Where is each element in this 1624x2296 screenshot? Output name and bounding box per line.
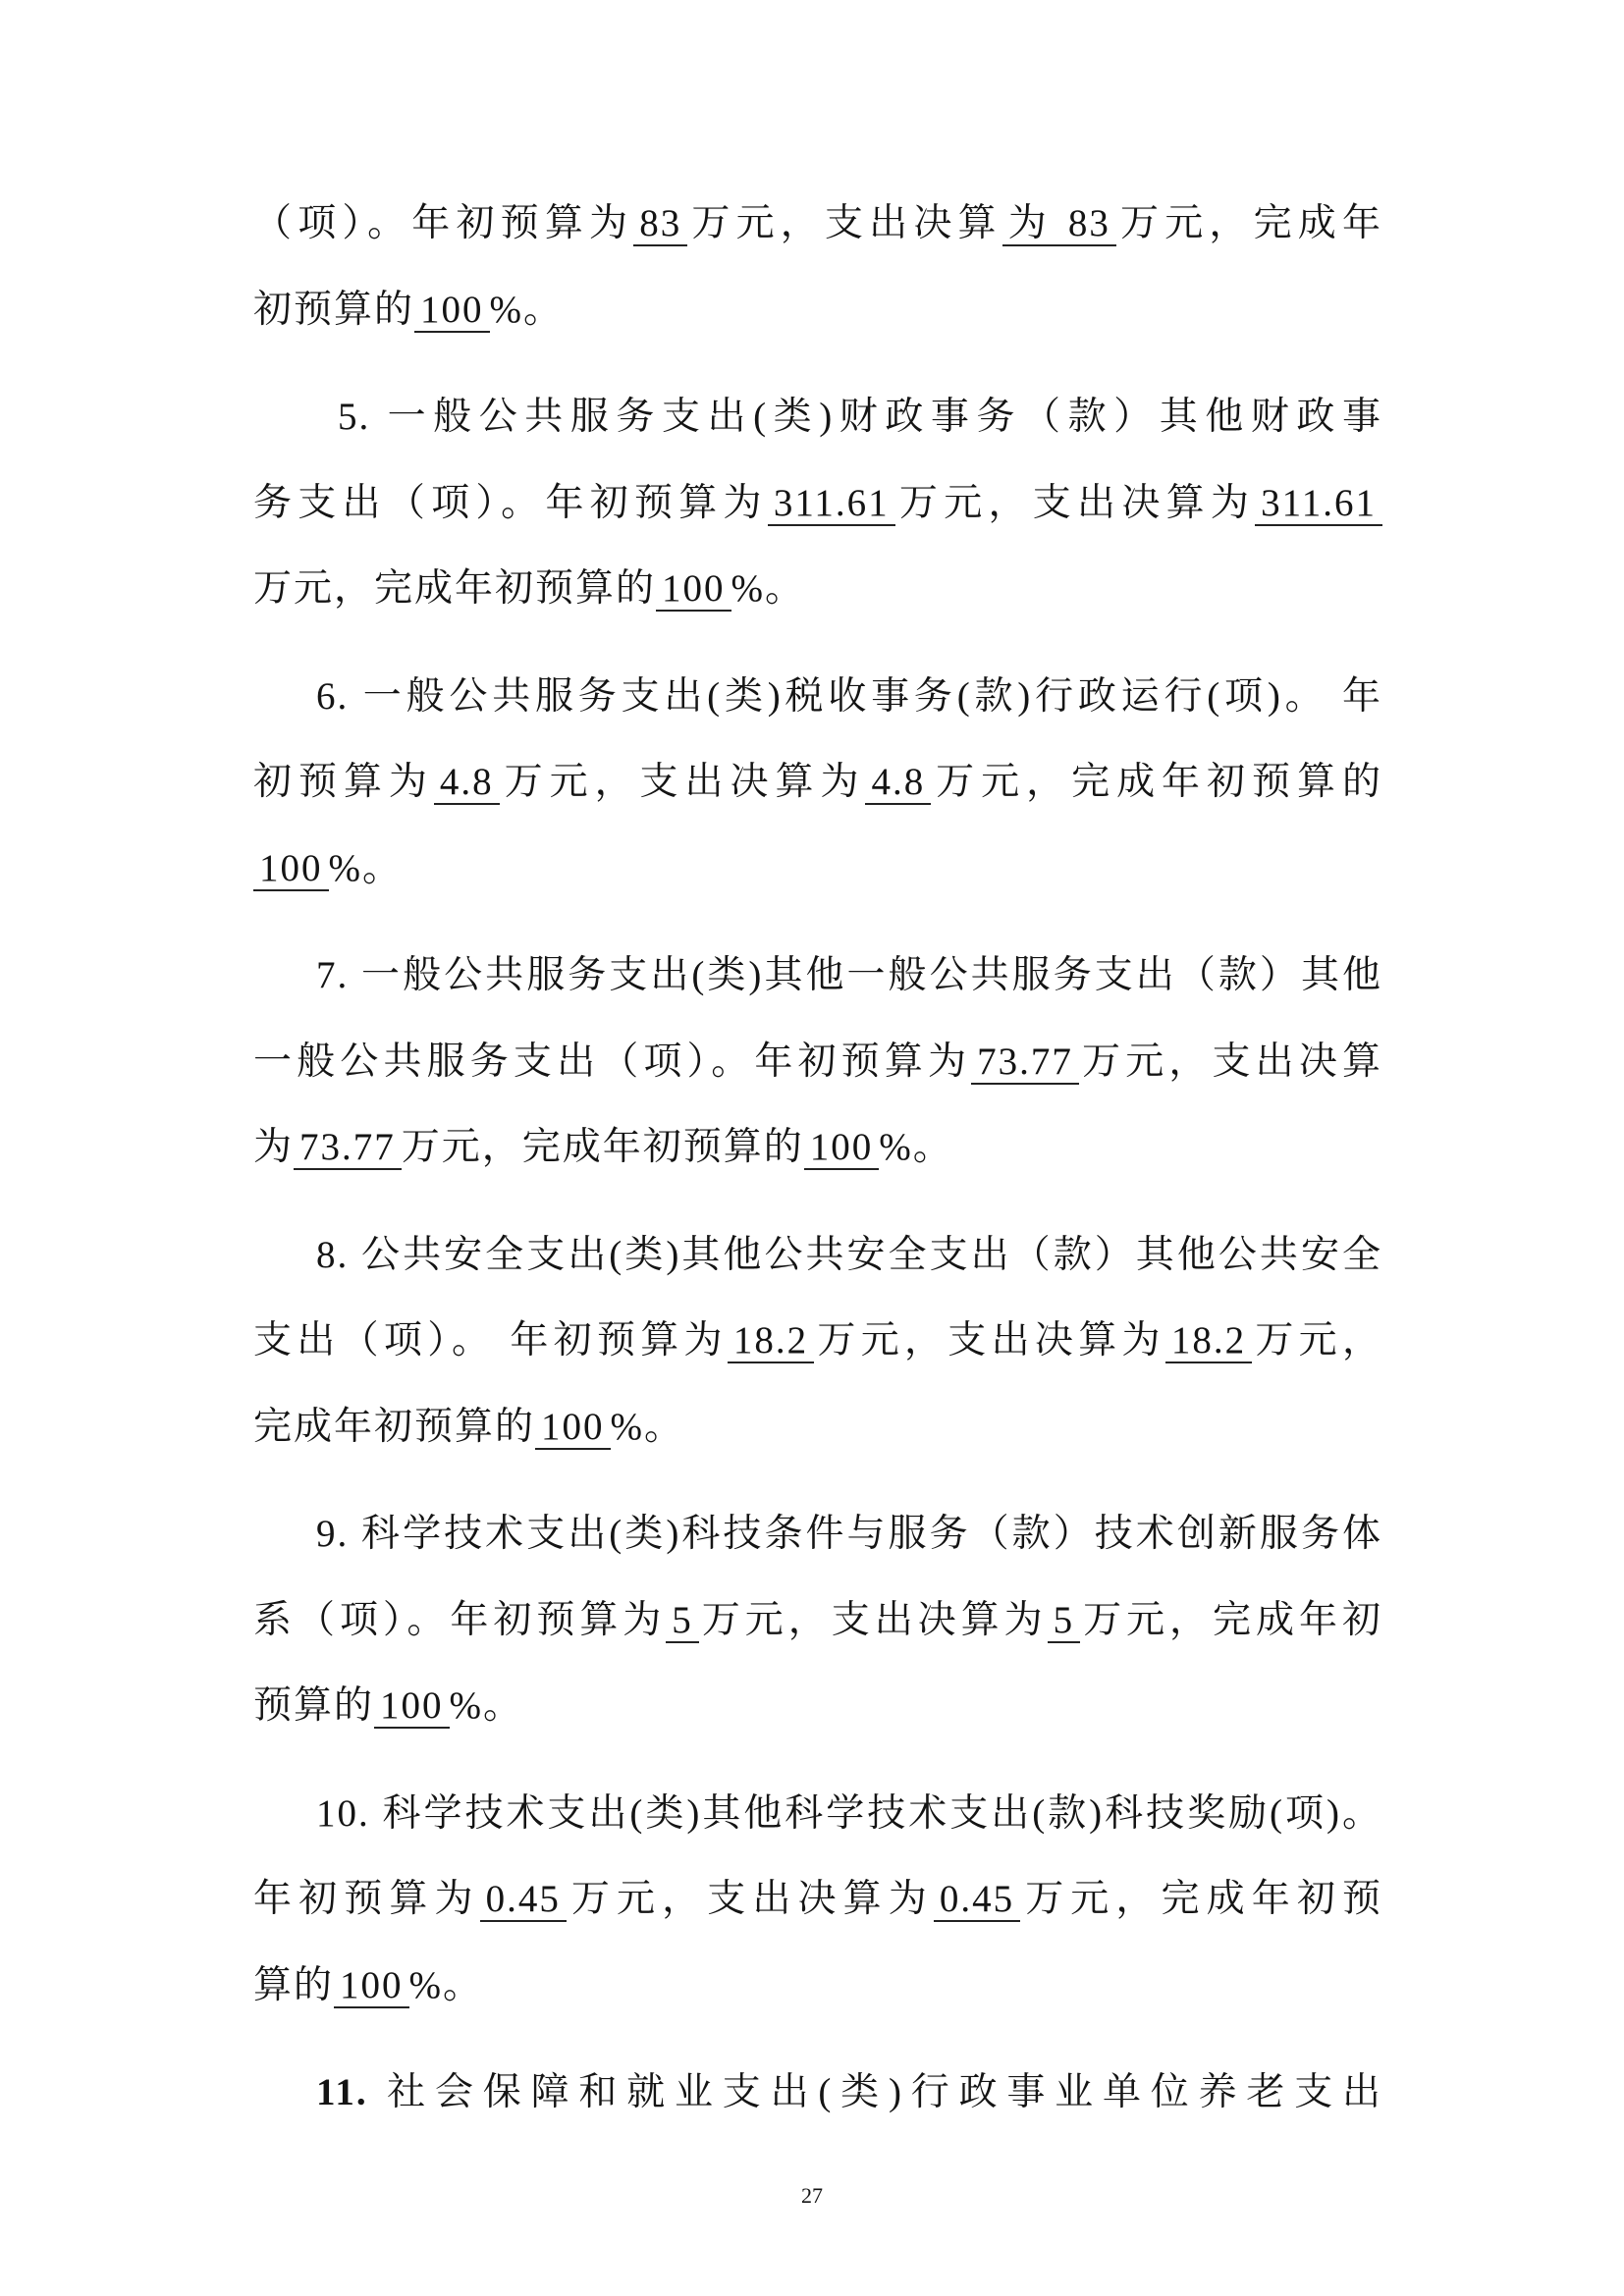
text-segment: 6. 一般公共服务支出(类)税收事务(款)行政运行(项)。 年: [316, 674, 1382, 718]
text-segment: 万元，完成年初预: [1020, 1878, 1382, 1920]
text-segment: %。: [328, 846, 403, 889]
underlined-amount: 18.2: [728, 1319, 814, 1363]
text-segment: 一般公共服务支出（项）。年初预算为: [253, 1040, 972, 1083]
underlined-amount: 73.77: [971, 1041, 1079, 1085]
underlined-amount: 为 83: [1002, 202, 1116, 246]
underlined-amount: 100: [656, 567, 731, 612]
underlined-amount: 0.45: [480, 1878, 567, 1922]
budget-item-paragraph: [253, 933, 1382, 1191]
text-line: [253, 374, 1382, 460]
text-segment: 万元，支出决算为: [894, 481, 1256, 524]
text-segment: 10. 科学技术支出(类)其他科学技术支出(款)科技奖励(项)。: [316, 1791, 1382, 1835]
text-line: [253, 654, 1382, 740]
text-segment: 社会保障和就业支出(类)行政事业单位养老支出: [367, 2071, 1382, 2113]
underlined-amount: 100: [804, 1126, 880, 1170]
underlined-amount: 73.77: [294, 1126, 402, 1170]
budget-item-paragraph: [253, 374, 1382, 632]
text-segment: %。: [610, 1405, 685, 1448]
text-segment: 万元，完成年初: [1080, 1598, 1382, 1641]
page-number: 27: [801, 2183, 823, 2208]
text-segment: 系（项）。年初预算为: [253, 1598, 667, 1641]
text-segment: 万元，支出决算: [687, 202, 1002, 244]
underlined-amount: 83: [633, 202, 687, 246]
text-segment: 7. 一般公共服务支出(类)其他一般公共服务支出（款）其他: [316, 954, 1382, 996]
text-segment: 务支出（项）。年初预算为: [253, 481, 768, 524]
underlined-amount: 100: [253, 847, 329, 891]
text-segment: 完成年初预算的: [253, 1405, 536, 1448]
text-line: [253, 460, 1382, 547]
text-line: [253, 1491, 1382, 1577]
text-segment: 9. 科学技术支出(类)科技条件与服务（款）技术创新服务体: [316, 1513, 1382, 1555]
text-line: [253, 1577, 1382, 1664]
text-segment: 万元，完成年: [1115, 202, 1382, 244]
text-segment: 预算的: [253, 1684, 375, 1727]
text-segment: %。: [731, 567, 806, 610]
text-segment: 万元，: [1252, 1319, 1382, 1362]
budget-item-paragraph: [253, 654, 1382, 912]
text-line: [253, 1856, 1382, 1943]
text-line: [253, 933, 1382, 1019]
item-number: 11.: [316, 2071, 368, 2113]
text-segment: 为: [253, 1126, 295, 1168]
underlined-amount: 100: [334, 1964, 409, 2008]
text-line: [253, 826, 1382, 912]
text-line: [253, 1019, 1382, 1105]
text-segment: 万元，支出决算: [1078, 1040, 1382, 1083]
text-line: [253, 1943, 1382, 2029]
budget-item-paragraph: [253, 1212, 1382, 1470]
underlined-amount: 311.61: [768, 482, 895, 526]
text-segment: %。: [449, 1684, 524, 1727]
text-segment: 初预算为: [253, 761, 434, 803]
underlined-amount: 0.45: [934, 1878, 1020, 1922]
text-segment: 年初预算为: [253, 1878, 480, 1920]
underlined-amount: 100: [414, 289, 490, 333]
text-segment: 支出（项）。 年初预算为: [253, 1319, 728, 1362]
text-line: [253, 1771, 1382, 1857]
text-line: [253, 267, 1382, 353]
text-segment: 万元，完成年初预算的: [401, 1126, 804, 1168]
text-segment: 万元，完成年初预算的: [931, 761, 1382, 803]
text-segment: 算的: [253, 1963, 335, 2006]
underlined-amount: 4.8: [865, 761, 931, 805]
budget-item-paragraph: [253, 1771, 1382, 2029]
text-segment: 万元，支出决算为: [499, 761, 866, 803]
underlined-amount: 311.61: [1255, 482, 1382, 526]
text-segment: %。: [489, 288, 565, 331]
budget-item-paragraph: [253, 1491, 1382, 1749]
underlined-amount: 100: [374, 1684, 450, 1729]
text-segment: 万元，完成年初预算的: [253, 567, 657, 610]
body-text: [253, 181, 1382, 2136]
text-line: [253, 1104, 1382, 1191]
text-line: [253, 1298, 1382, 1384]
underlined-amount: 5: [666, 1599, 699, 1643]
text-line: [253, 1663, 1382, 1749]
underlined-amount: 100: [535, 1406, 611, 1450]
text-line: [253, 1384, 1382, 1470]
text-segment: 万元，支出决算为: [698, 1598, 1048, 1641]
underlined-amount: 18.2: [1165, 1319, 1252, 1363]
text-segment: 5. 一般公共服务支出(类)财政事务（款）其他财政事: [338, 396, 1382, 438]
text-line: [253, 181, 1382, 267]
text-segment: 万元，支出决算为: [566, 1878, 934, 1920]
text-line: [253, 1212, 1382, 1299]
text-segment: 8. 公共安全支出(类)其他公共安全支出（款）其他公共安全: [316, 1233, 1382, 1276]
budget-item-paragraph: [253, 181, 1382, 352]
text-segment: （项）。年初预算为: [253, 202, 634, 244]
budget-item-paragraph: [253, 2050, 1382, 2136]
text-segment: %。: [879, 1126, 953, 1168]
underlined-amount: 4.8: [434, 761, 500, 805]
text-line: [253, 739, 1382, 826]
text-segment: %。: [408, 1963, 484, 2006]
text-line: [253, 2050, 1382, 2136]
text-line: [253, 546, 1382, 632]
text-segment: 初预算的: [253, 288, 415, 331]
text-segment: 万元，支出决算为: [814, 1319, 1165, 1362]
underlined-amount: 5: [1048, 1599, 1081, 1643]
